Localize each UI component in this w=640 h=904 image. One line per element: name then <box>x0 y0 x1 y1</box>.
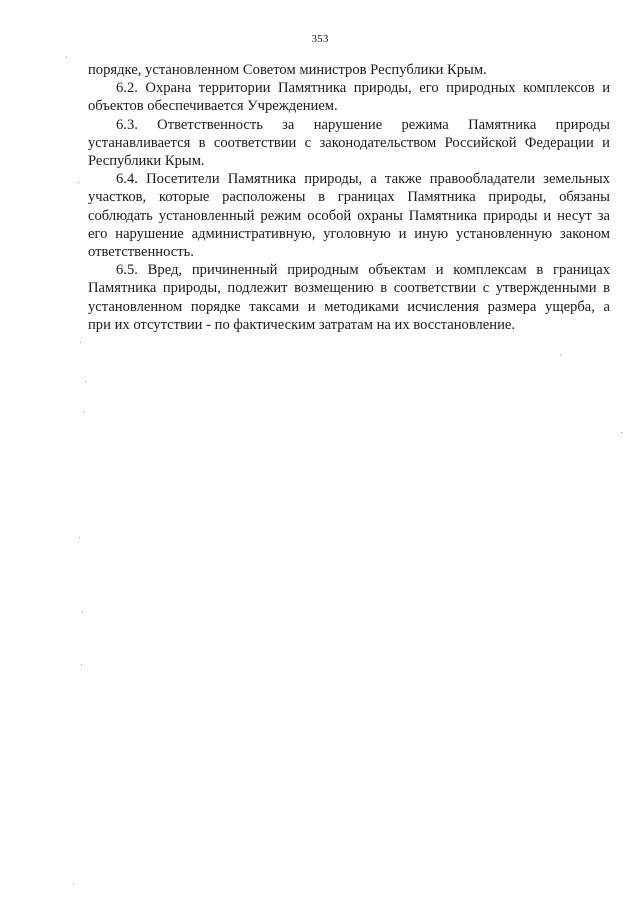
page-number: 353 <box>311 33 329 45</box>
scan-speck <box>81 664 82 665</box>
paragraph-6-5 <box>88 261 610 334</box>
paragraph-6-2 <box>88 79 610 115</box>
text-line: устанавливается в соответствии с законодательством Российской Федерации и <box>88 134 610 151</box>
text-line: участков, которые расположены в границах Памятника природы, обязаны <box>88 189 610 206</box>
scan-speck <box>83 411 84 412</box>
text-line: 6.2. Охрана территории Памятника природы, его природных комплексов и <box>116 80 610 97</box>
text-line: Республики Крым. <box>88 153 205 170</box>
text-line: при их отсутствии - по фактическим затратам на их восстановление. <box>88 316 516 333</box>
paragraph-continuation <box>88 61 610 79</box>
text-line: 6.4. Посетители Памятника природы, а также правообладатели земельных <box>116 171 610 188</box>
scan-speck <box>85 381 86 382</box>
text-line: ответственность. <box>88 244 194 261</box>
scan-speck <box>80 342 81 343</box>
text-line: Памятника природы, подлежит возмещению в соответствии с утвержденными в <box>88 280 610 297</box>
text-line: порядке, установленном Советом министров Республики Крым. <box>88 62 487 78</box>
text-line: соблюдать установленный режим особой охраны Памятника природы и несут за <box>88 207 610 224</box>
scan-speck <box>66 57 67 58</box>
document-body <box>88 61 610 334</box>
scan-speck <box>79 537 80 538</box>
text-line: 6.5. Вред, причиненный природным объектам и комплексам в границах <box>116 262 610 279</box>
paragraph-6-3 <box>88 116 610 171</box>
scan-speck <box>73 883 74 884</box>
text-line: установленном порядке таксами и методиками исчисления размера ущерба, а <box>88 298 610 315</box>
scan-speck <box>82 612 83 613</box>
text-line: 6.3. Ответственность за нарушение режима Памятника природы <box>116 116 610 133</box>
text-line: его нарушение административную, уголовную и иную установленную законом <box>88 225 610 242</box>
scan-speck <box>78 182 79 183</box>
scan-speck <box>621 432 622 433</box>
text-line: объектов обеспечивается Учреждением. <box>88 98 338 115</box>
paragraph-6-4 <box>88 170 610 261</box>
scan-speck <box>560 355 561 356</box>
